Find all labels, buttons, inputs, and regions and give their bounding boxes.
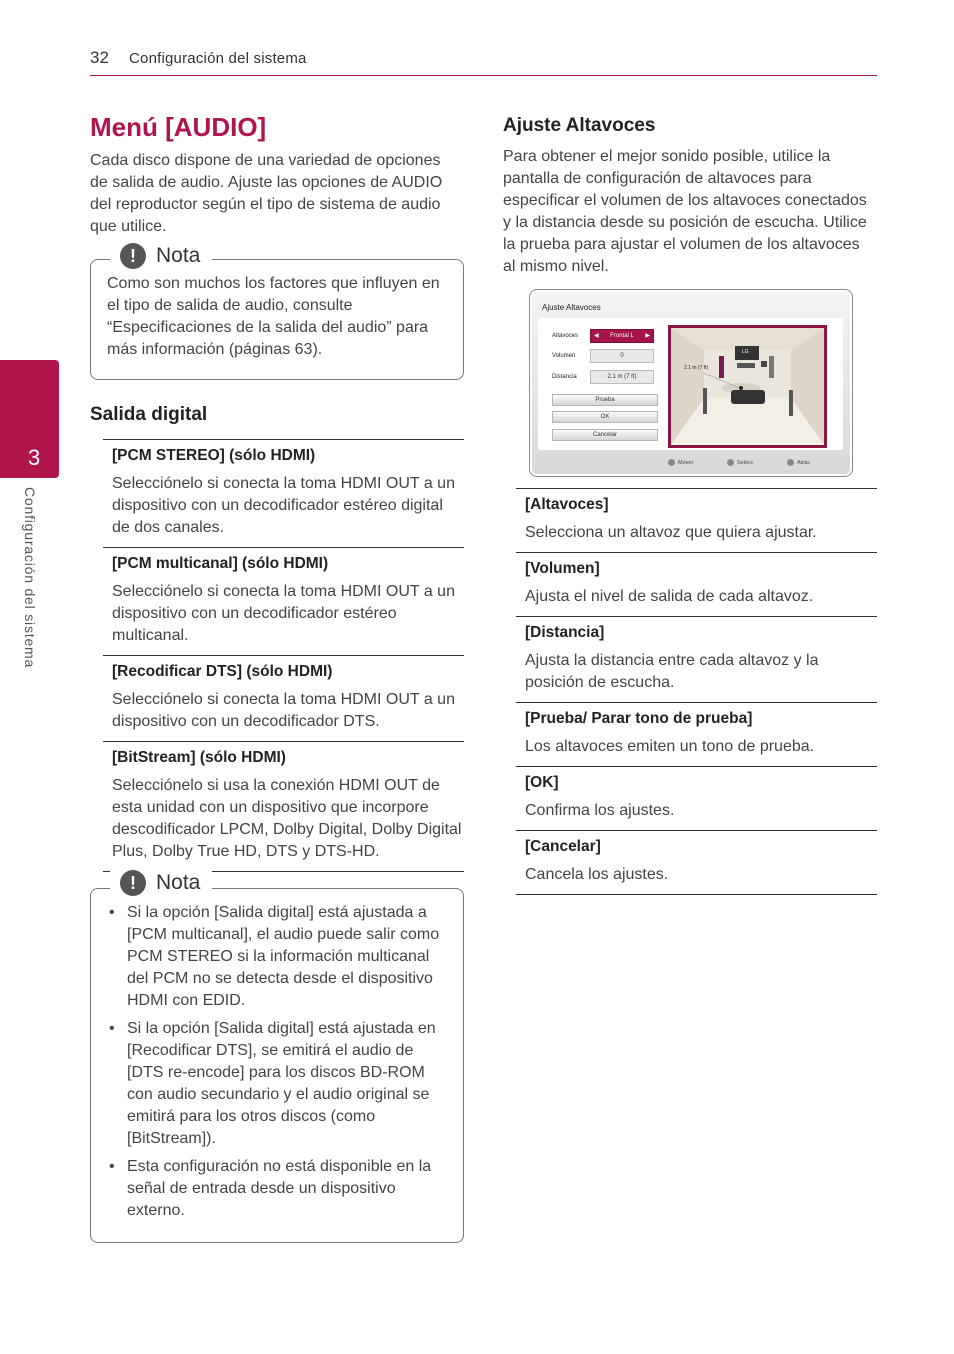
item-term: [Distancia] <box>525 624 605 641</box>
exclamation-icon: ! <box>120 870 146 896</box>
note-bullet: • Esta configuración no está disponible en la señal de entrada desde un dispositivo externo. <box>107 1156 447 1222</box>
item-term: [Altavoces] <box>525 496 609 513</box>
digital-output-list <box>103 439 464 872</box>
item-description: Ajusta el nivel de salida de cada altavoz. <box>525 588 814 605</box>
list-item <box>103 440 464 548</box>
note-text: Como son muchos los factores que influyen en el tipo de salida de audio, consulte “Especificaciones de la salida del audio” para más información (páginas 63). <box>107 275 440 358</box>
header-rule <box>90 75 877 76</box>
item-term: [Volumen] <box>525 560 600 577</box>
item-description: Selecciónelo si conecta la toma HDMI OUT a un dispositivo con un decodificador estéreo digital de dos canales. <box>112 475 455 536</box>
chevron-right-icon: ▶ <box>645 333 650 339</box>
tv-brand: LG <box>742 349 749 355</box>
item-description: Ajusta la distancia entre cada altavoz y la posición de escucha. <box>525 652 819 691</box>
item-term: [Cancelar] <box>525 838 601 855</box>
item-term: [OK] <box>525 774 559 791</box>
speaker-setup-intro: Para obtener el mejor sonido posible, utilice la pantalla de configuración de altavoces para especificar el volumen de los altavoces conectados y la distancia desde su posición de escucha. Utilice la prueba para ajustar el volumen de los altavoces al mismo nivel. <box>503 148 867 275</box>
list-item <box>103 656 464 742</box>
move-icon <box>668 459 675 466</box>
list-item <box>516 617 877 703</box>
note-header-2 <box>110 870 212 896</box>
item-description: Selecciónelo si conecta la toma HDMI OUT a un dispositivo con un decodificador estéreo multicanal. <box>112 583 455 644</box>
note-bullets <box>107 902 447 1228</box>
digital-output-heading: Salida digital <box>90 404 208 425</box>
ok-button[interactable]: OK <box>552 411 658 423</box>
back-icon <box>787 459 794 466</box>
list-item <box>516 703 877 767</box>
item-description: Cancela los ajustes. <box>525 866 669 883</box>
volume-field[interactable]: 0 <box>590 349 654 363</box>
row-label: Distancia <box>552 374 577 380</box>
note-label: Nota <box>156 244 201 267</box>
speaker-setup-screenshot <box>529 289 853 477</box>
field-value: Frontal L <box>610 333 634 339</box>
list-item <box>516 831 877 895</box>
list-item <box>103 742 464 872</box>
note-box <box>90 259 464 380</box>
chevron-left-icon: ◀ <box>594 333 599 339</box>
footer-label: Mover <box>678 459 694 466</box>
footer-move <box>668 459 693 466</box>
speaker-selector[interactable] <box>590 329 654 343</box>
footer-label: Atrás <box>797 459 810 466</box>
section-title: Configuración del sistema <box>129 50 307 67</box>
row-label: Volumen <box>552 353 576 359</box>
select-icon <box>727 459 734 466</box>
distance-field[interactable]: 2.1 m (7 ft) <box>590 370 654 384</box>
intro-paragraph: Cada disco dispone de una variedad de opciones de salida de audio. Ajuste las opciones de AUDIO del reproductor según el tipo de sistema de audio que utilice. <box>90 152 443 235</box>
note-header <box>110 243 212 269</box>
cancel-button[interactable]: Cancelar <box>552 429 658 441</box>
speaker-options-list <box>516 488 877 895</box>
item-term: [BitStream] (sólo HDMI) <box>112 749 286 766</box>
note-bullet: • Si la opción [Salida digital] está ajustada a [PCM multicanal], el audio puede salir como PCM STEREO si la información multicanal del PCM no se detecta desde el dispositivo HDMI con EDID. <box>107 902 447 1012</box>
list-item <box>103 548 464 656</box>
room-illustration <box>668 325 827 448</box>
list-item <box>516 553 877 617</box>
item-description: Selecciónelo si usa la conexión HDMI OUT de esta unidad con un dispositivo que incorpore descodificador LPCM, Dolby Digital, Dolby Digital Plus, Dolby True HD, DTS y DTS-HD. <box>112 777 462 860</box>
screen-title: Ajuste Altavoces <box>542 303 601 312</box>
speaker-setup-heading: Ajuste Altavoces <box>503 115 656 136</box>
chapter-label: Configuración del sistema <box>22 487 38 669</box>
footer-label: Selecc <box>737 459 754 466</box>
list-item <box>516 767 877 831</box>
note-bullet: • Si la opción [Salida digital] está ajustada en [Recodificar DTS], se emitirá el audio de [DTS re-encode] para los discos BD-ROM con audio secundario y el audio original se emitirá para los otros discos (como [BitStream]). <box>107 1018 447 1150</box>
item-description: Los altavoces emiten un tono de prueba. <box>525 738 815 755</box>
item-term: [PCM STEREO] (sólo HDMI) <box>112 447 316 464</box>
note-label: Nota <box>156 871 201 894</box>
footer-back <box>787 459 810 466</box>
row-label: Altavoces <box>552 333 579 339</box>
distance-readout: 2.1 m (7 ft) <box>684 365 709 371</box>
item-term: [Prueba/ Parar tono de prueba] <box>525 710 753 727</box>
item-term: [PCM multicanal] (sólo HDMI) <box>112 555 329 572</box>
room-graphic <box>671 328 824 445</box>
item-description: Selecciona un altavoz que quiera ajustar. <box>525 524 817 541</box>
footer-select <box>727 459 754 466</box>
test-button[interactable]: Prueba <box>552 394 658 406</box>
list-item <box>516 489 877 553</box>
chapter-number: 3 <box>28 445 41 470</box>
exclamation-icon: ! <box>120 243 146 269</box>
page-number: 32 <box>90 48 109 67</box>
item-description: Selecciónelo si conecta la toma HDMI OUT a un dispositivo con un decodificador DTS. <box>112 691 455 730</box>
note-box-2 <box>90 888 464 1243</box>
item-description: Confirma los ajustes. <box>525 802 675 819</box>
page-title: Menú [AUDIO] <box>90 112 267 142</box>
item-term: [Recodificar DTS] (sólo HDMI) <box>112 663 333 680</box>
